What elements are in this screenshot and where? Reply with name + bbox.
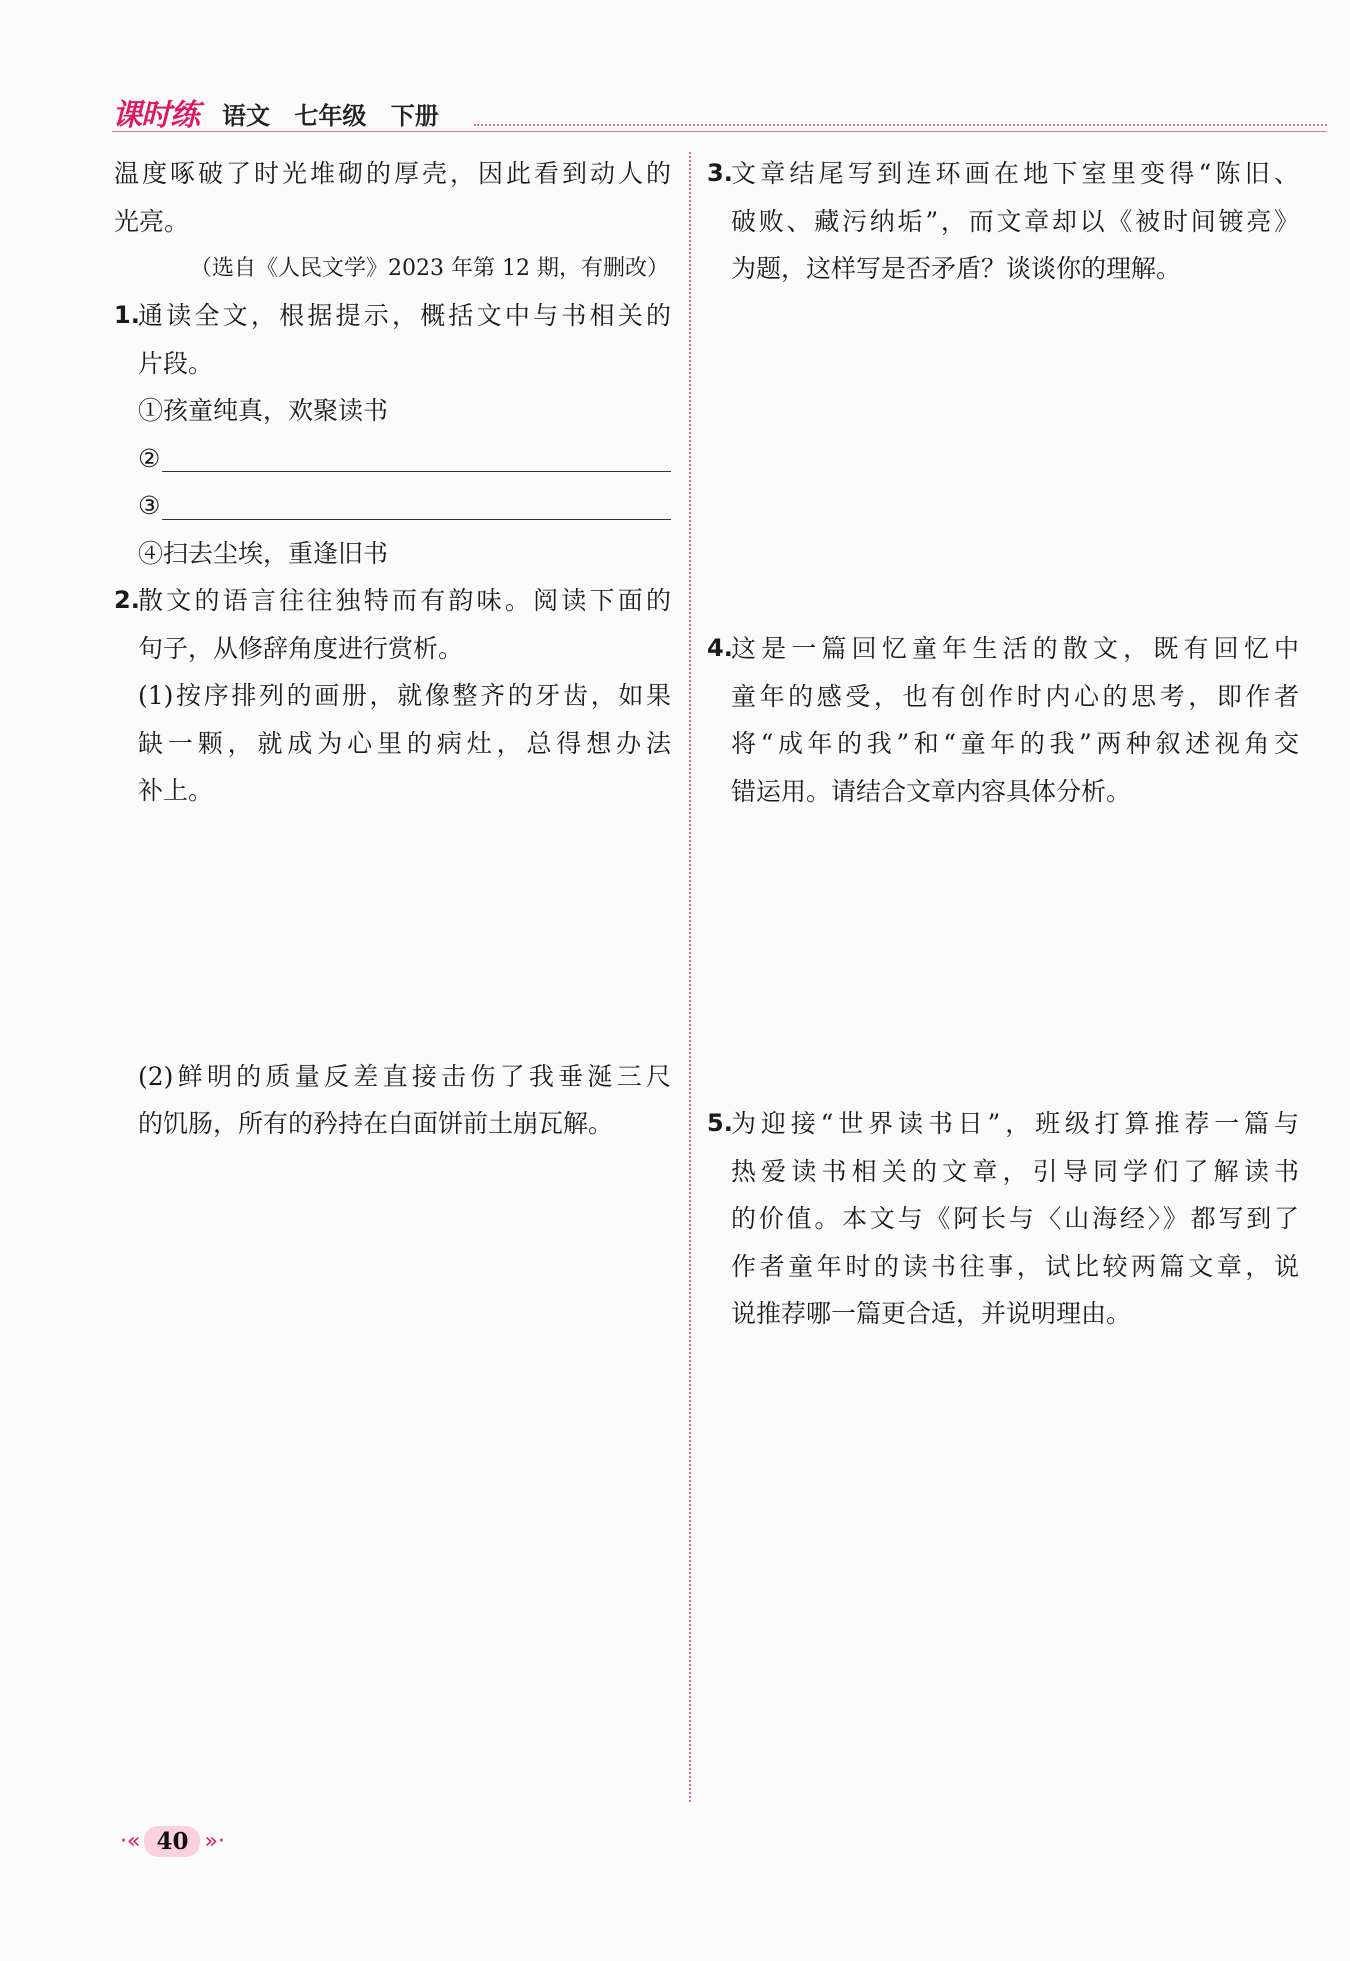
question-text: 错运用。请结合文章内容具体分析。 [731, 776, 1132, 806]
subject-label: 语文 [222, 102, 270, 130]
question-text: 散文的语言往往独特而有韵味。阅读下面的 [138, 586, 671, 615]
question-text: 片段。 [138, 348, 214, 378]
passage-line: 光亮。 [114, 206, 190, 236]
question-text: 热爱读书相关的文章，引导同学们了解读书 [731, 1156, 1299, 1186]
question-text: 将“成年的我”和“童年的我”两种叙述视角交 [731, 729, 1299, 758]
summary-item-blank [114, 435, 671, 483]
left-chevron-icon: ·« [120, 1829, 141, 1854]
question-number: 4. [707, 634, 733, 662]
question-3 [707, 150, 1299, 293]
subquestion-1 [114, 672, 671, 815]
summary-item-number: ③ [138, 491, 161, 520]
question-2 [114, 577, 671, 672]
passage-source: （选自《人民文学》2023 年第 12 期，有删改） [190, 256, 669, 281]
question-text: 作者童年时的读书往事，试比较两篇文章，说 [731, 1251, 1299, 1281]
question-5 [707, 1100, 1299, 1338]
question-text: 通读全文，根据提示，概括文中与书相关的 [138, 301, 671, 330]
answer-blank[interactable] [162, 441, 671, 472]
subquestion-text: 的饥肠，所有的矜持在白面饼前土崩瓦解。 [138, 1109, 614, 1138]
question-number: 5. [707, 1109, 733, 1137]
question-4 [707, 625, 1299, 815]
passage-line: 温度啄破了时光堆砌的厚壳，因此看到动人的 [114, 159, 671, 188]
question-text: 文章结尾写到连环画在地下室里变得“陈旧、 [731, 159, 1299, 188]
page-header [112, 88, 1327, 134]
question-1 [114, 292, 671, 387]
summary-item-number: ② [138, 443, 161, 473]
question-number: 2. [114, 586, 140, 614]
question-text: 说推荐哪一篇更合适，并说明理由。 [731, 1299, 1132, 1328]
subquestion-text: 补上。 [138, 776, 214, 805]
question-text: 为题，这样写是否矛盾？谈谈你的理解。 [731, 254, 1182, 283]
left-column [114, 150, 671, 1148]
summary-item: ④扫去尘埃，重逢旧书 [138, 538, 389, 568]
question-number: 3. [707, 159, 733, 187]
subquestion-2 [114, 1053, 671, 1148]
summary-item-blank [114, 482, 671, 530]
header-meta [222, 96, 439, 131]
question-text: 句子，从修辞角度进行赏析。 [138, 633, 464, 663]
subquestion-text: 缺一颗，就成为心里的病灶，总得想办法 [138, 728, 671, 758]
right-chevron-icon: »· [204, 1829, 225, 1854]
answer-blank[interactable] [162, 489, 671, 520]
brand-logo: 课时练 [112, 98, 199, 133]
question-text: 破败、藏污纳垢”，而文章却以《被时间镀亮》 [731, 206, 1299, 236]
question-text: 为迎接“世界读书日”，班级打算推荐一篇与 [731, 1109, 1299, 1138]
page-number-badge [120, 1826, 225, 1857]
volume-label: 下册 [390, 102, 439, 130]
header-dotted-rule [474, 124, 1327, 126]
subquestion-text: (2)鲜明的质量反差直接击伤了我垂涎三尺 [138, 1061, 671, 1091]
question-text: 这是一篇回忆童年生活的散文，既有回忆中 [731, 634, 1299, 663]
header-rule [112, 131, 1327, 132]
question-text: 的价值。本文与《阿长与〈山海经〉》都写到了 [731, 1204, 1299, 1233]
grade-label: 七年级 [294, 102, 367, 130]
column-divider [689, 152, 691, 1802]
question-number: 1. [114, 301, 140, 329]
page-number: 40 [144, 1826, 200, 1857]
summary-item: ①孩童纯真，欢聚读书 [138, 396, 389, 425]
subquestion-text: (1)按序排列的画册，就像整齐的牙齿，如果 [138, 681, 671, 710]
question-text: 童年的感受，也有创作时内心的思考，即作者 [731, 681, 1299, 711]
